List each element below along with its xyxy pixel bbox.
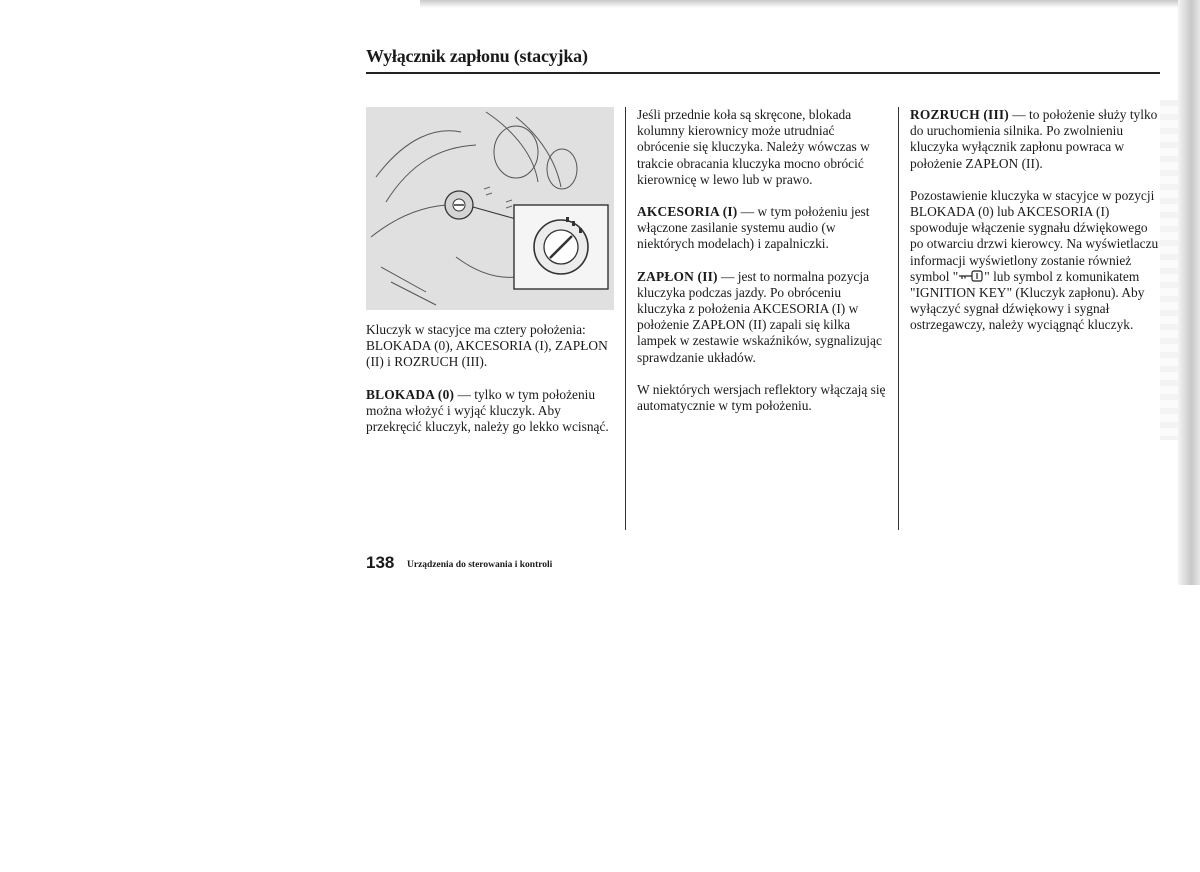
page-edge-shadow [1178, 0, 1200, 585]
page-title: Wyłącznik zapłonu (stacyjka) [366, 46, 588, 66]
title-rule [366, 72, 1160, 74]
paragraph-akcesoria [637, 204, 889, 253]
figure-caption: Kluczyk w stacyjce ma cztery położenia: BLOKADA (0), AKCESORIA (I), ZAPŁON (II) i ROZRUCH (III). [366, 322, 608, 370]
column-1 [366, 322, 616, 451]
paragraph-blokada [366, 387, 616, 436]
label-blokada: BLOKADA (0) [366, 386, 455, 402]
text-blokada: — tylko w tym położeniu można włożyć i wyjąć kluczyk. Aby przekręcić kluczyk, należy go lekko wcisnąć. [366, 386, 609, 435]
label-rozruch: ROZRUCH (III) [910, 107, 1009, 122]
text-key-warning-b: " lub symbol z komunikatem "IGNITION KEY" (Kluczyk zapłonu). Aby wyłączyć sygnał dźwiękowy i sygnał ostrzegawczy, należy wyciągnąć kluczyk. [910, 268, 1145, 333]
text-akcesoria: — w tym położeniu jest włączone zasilanie systemu audio (w niektórych modelach) i zapalniczki. [637, 204, 870, 252]
text-zaplon: — jest to normalna pozycja kluczyka podczas jazdy. Po obróceniu kluczyka z położenia AKCESORIA (I) w położenie ZAPŁON (II) zapali się kilka lampek w zestawie wskaźników, sygnalizując sprawdzanie układów. [637, 268, 882, 365]
key-symbol-icon [958, 270, 984, 282]
paragraph-steering-lock: Jeśli przednie koła są skręcone, blokada kolumny kierownicy może utrudniać obrócenie się kluczyka. Należy wówczas w trakcie obracania kluczyka mocno obrócić kierownicę w lewo lub w prawo. [637, 107, 870, 187]
paragraph-headlights: W niektórych wersjach reflektory włączają się automatycznie w tym położeniu. [637, 381, 886, 414]
column-divider-1 [625, 107, 626, 530]
text-rozruch: — to położenie służy tylko do uruchomienia silnika. Po zwolnieniu kluczyka wyłącznik zapłonu powraca w położenie ZAPŁON (II). [910, 107, 1158, 171]
bleed-through-text [1160, 100, 1178, 440]
label-zaplon: ZAPŁON (II) [637, 268, 718, 284]
paragraph-key-warning [910, 188, 1160, 334]
column-2 [637, 107, 889, 430]
label-akcesoria: AKCESORIA (I) [637, 204, 738, 220]
page-top-shadow [420, 0, 1200, 8]
column-divider-2 [898, 107, 899, 530]
paragraph-rozruch [910, 107, 1160, 172]
paragraph-zaplon [637, 269, 889, 366]
section-footer: Urządzenia do sterowania i kontroli [407, 560, 553, 570]
ignition-switch-illustration [366, 107, 614, 310]
text-key-warning-a: Pozostawienie kluczyka w stacyjce w pozycji BLOKADA (0) lub AKCESORIA (I) spowoduje włączenie sygnału dźwiękowego po otwarciu drzwi kierowcy. Na wyświetlaczu informacji wyświetlony zostanie również symbol " [910, 187, 1159, 284]
ignition-illustration-svg [366, 107, 614, 310]
column-3 [910, 107, 1160, 350]
page-number: 138 [366, 553, 395, 572]
